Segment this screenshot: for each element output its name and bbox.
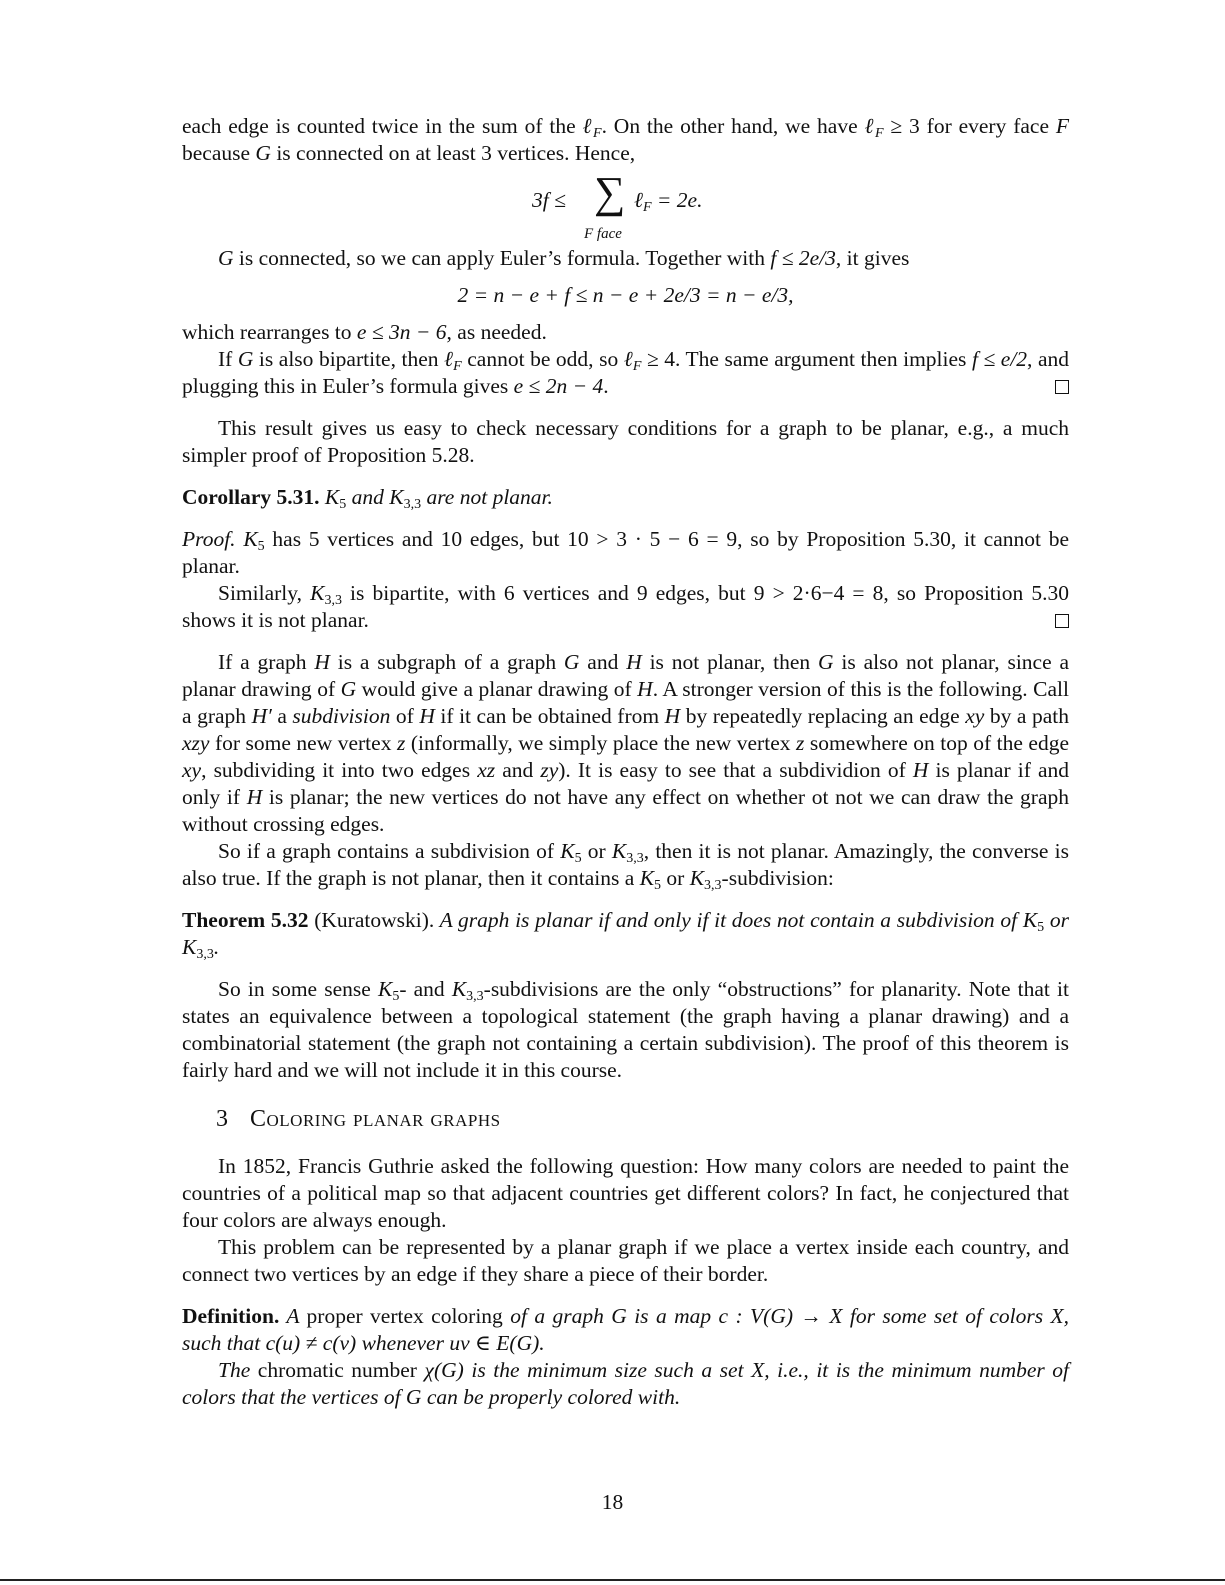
definition-chromatic-number: The chromatic number χ(G) is the minimum size such a set X, i.e., it is the minimum number of colors that the vertices of G can be properly colored with. (182, 1358, 1070, 1409)
theorem-5-32: Theorem 5.32 (Kuratowski). A graph is planar if and only if it does not contain a subdivision of $K_5$ or $K_{3,3}$. (182, 908, 1069, 962)
paragraph-result: This result gives us easy to check necessary conditions for a graph to be planar, e.g., a much simpler proof of Proposition 5.28. (182, 416, 1069, 467)
paragraph-guthrie: In 1852, Francis Guthrie asked the following question: How many colors are needed to paint the countries of a political map so that adjacent countries get different colors? In fact, he conjectured that four colors are always enough. (182, 1154, 1069, 1232)
bottom-rule (0, 1579, 1225, 1581)
paragraph-converse: So if a graph contains a subdivision of $K_5$ or $K_{3,3}$, then it is not planar. Amazingly, the converse is also true. If the graph is not planar, then it contains a $K_5$ or $K_{3,3}$-subdivision: (182, 839, 1069, 893)
paragraph-subdivision: If a graph H is a subgraph of a graph G and H is not planar, then G is also not planar, since a planar drawing of G would give a planar drawing of H. A stronger version of this is the following. Call a graph H′ a subdivision of H if it can be obtained from H by repeatedly replacing an edge xy by a path xzy for some new vertex z (informally, we simply place the new vertex z somewhere on top of the edge xy, subdividing it into two edges xz and zy). It is easy to see that a subdividion of H is planar if and only if H is planar; the new vertices do not have any effect on whether ot not we can draw the graph without crossing edges. (182, 650, 1070, 836)
qed-box-icon (1055, 614, 1069, 628)
page-body (182, 113, 1069, 1411)
section-heading: 3 Coloring planar graphs (216, 1106, 501, 1132)
qed-box-icon (1055, 380, 1069, 394)
equation-euler: 2 = n − e + f ≤ n − e + 2e/3 = n − e/3, (457, 283, 794, 307)
corollary-5-31: Corollary 5.31. $K_5$ and $K_{3,3}$ are not planar. (182, 485, 553, 512)
paragraph-representation: This problem can be represented by a planar graph if we place a vertex inside each country, and connect two vertices by an edge if they share a piece of their border. (182, 1235, 1069, 1286)
proof-k5: Proof. $K_5$ has 5 vertices and 10 edges, but 10 > 3 · 5 − 6 = 9, so by Proposition 5.30, it cannot be planar. (182, 527, 1070, 578)
paragraph-bipartite: If G is also bipartite, then ℓ$_F$ cannot be odd, so ℓ$_F$ ≥ 4. The same argument then implies f ≤ e/2, and plugging this in Euler’s formula gives e ≤ 2n − 4. (182, 347, 1069, 398)
paragraph-edge-count: each edge is counted twice in the sum of the ℓ$_F$. On the other hand, we have ℓ$_F$ ≥ 3 for every face F because G is connected on at least 3 vertices. Hence, (182, 114, 1069, 165)
paragraph-euler: G is connected, so we can apply Euler’s formula. Together with f ≤ 2e/3, it gives (218, 246, 910, 270)
paragraph-rearranges: which rearranges to e ≤ 3n − 6, as needed. (182, 320, 547, 344)
paragraph-obstructions: So in some sense $K_5-$ and $K_{3,3}$-subdivisions are the only “obstructions” for planarity. Note that it states an equivalence between a topological statement (the graph having a planar drawing) and a combinatorial statement (the graph not containing a certain subdivision). The proof of this theorem is fairly hard and we will not include it in this course. (182, 977, 1069, 1082)
equation-face-sum: 3f ≤ ∑ ℓ$_F$ = 2e. F face (532, 168, 703, 242)
page-number: 18 (601, 1490, 624, 1514)
definition-coloring: Definition. A proper vertex coloring of a graph G is a map c : V(G) → X for some set of colors X, such that c(u) ≠ c(v) whenever uv ∈ E(G). (182, 1304, 1070, 1355)
proof-k33: Similarly, $K_{3,3}$ is bipartite, with 6 vertices and 9 edges, but 9 > 2·6−4 = 8, so Proposition 5.30 shows it is not planar. (182, 581, 1069, 632)
